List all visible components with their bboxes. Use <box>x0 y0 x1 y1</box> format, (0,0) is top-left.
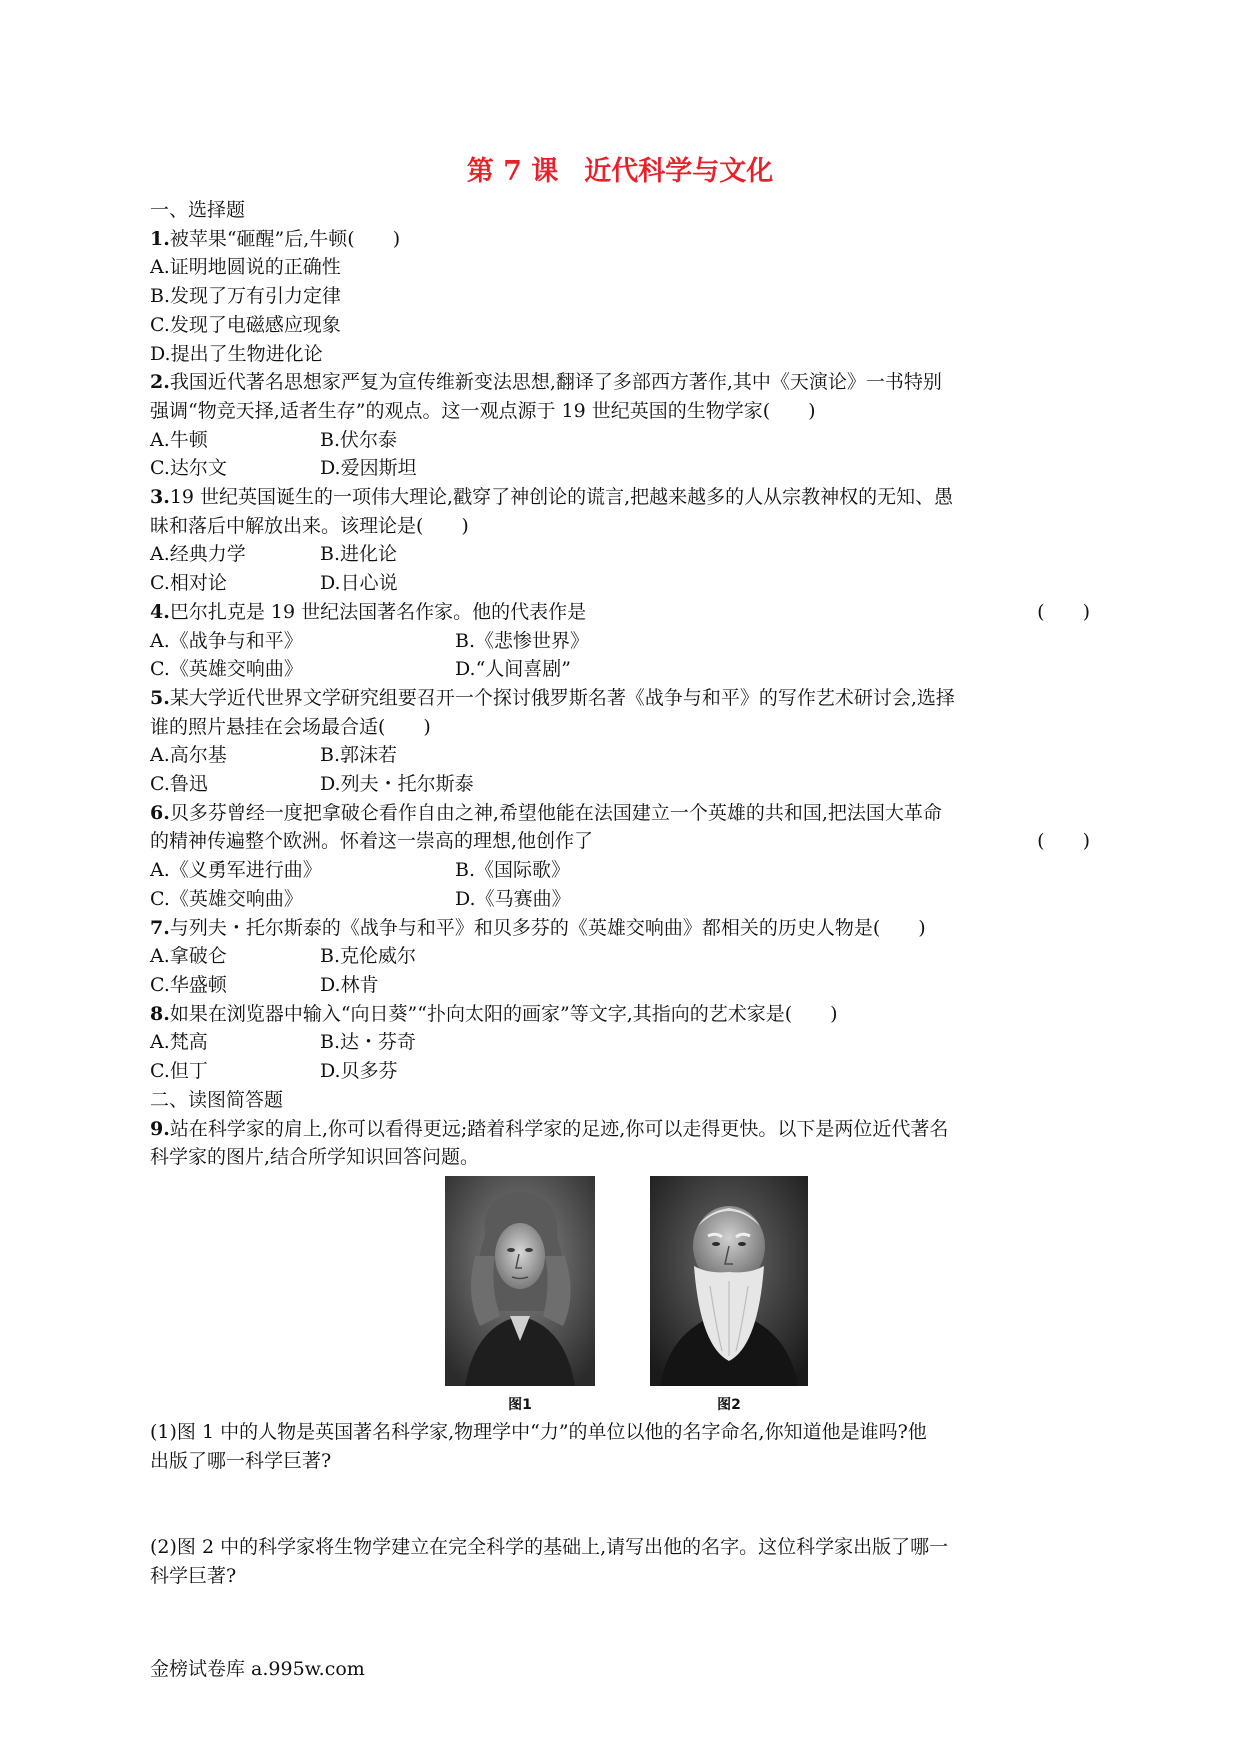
option-c: C.《英雄交响曲》 <box>150 887 303 910</box>
figure-2 <box>650 1176 808 1386</box>
question-text: 如果在浏览器中输入“向日葵”“扑向太阳的画家”等文字,其指向的艺术家是( ) <box>169 1002 838 1025</box>
option-c: C.发现了电磁感应现象 <box>150 313 341 336</box>
answer-parentheses: ( ) <box>1037 600 1090 623</box>
question-7 <box>150 914 1090 1000</box>
page-title <box>150 150 1090 194</box>
option-b: B.达・芬奇 <box>320 1031 417 1054</box>
section-heading-reading: 二、读图简答题 <box>150 1088 284 1111</box>
option-d: D.林肯 <box>320 973 379 996</box>
option-d: D.日心说 <box>320 572 398 595</box>
question-6 <box>150 799 1090 914</box>
option-c: C.鲁迅 <box>150 773 208 796</box>
question-text: 站在科学家的肩上,你可以看得更远;踏着科学家的足迹,你可以走得更快。以下是两位近代著名 <box>169 1117 949 1140</box>
option-c: C.相对论 <box>150 572 227 595</box>
question-8 <box>150 1000 1090 1086</box>
option-d: D.“人间喜剧” <box>455 658 572 681</box>
option-a: A.拿破仑 <box>150 945 227 968</box>
question-number: 8. <box>150 1002 170 1025</box>
option-a: A.经典力学 <box>150 543 246 566</box>
question-text-cont: 昧和落后中解放出来。该理论是( ) <box>150 514 469 537</box>
question-number: 2. <box>150 371 170 394</box>
figure-1-caption: 图1 <box>508 1396 532 1413</box>
question-5 <box>150 684 1090 799</box>
option-b: B.克伦威尔 <box>320 945 417 968</box>
question-9 <box>150 1115 1090 1591</box>
figure-1 <box>445 1176 595 1386</box>
question-number: 3. <box>150 486 170 509</box>
option-a: A.牛顿 <box>150 428 208 451</box>
subquestion-1-line-1: (1)图 1 中的人物是英国著名科学家,物理学中“力”的单位以他的名字命名,你知道他是谁吗?他 <box>150 1420 927 1443</box>
question-number: 9. <box>150 1117 170 1140</box>
option-a: A.高尔基 <box>150 744 227 767</box>
question-text: 与列夫・托尔斯泰的《战争与和平》和贝多芬的《英雄交响曲》都相关的历史人物是( ) <box>169 916 926 939</box>
question-1 <box>150 225 1090 369</box>
question-text: 贝多芬曾经一度把拿破仑看作自由之神,希望他能在法国建立一个英雄的共和国,把法国大革命 <box>169 801 942 824</box>
question-number: 4. <box>150 600 170 623</box>
question-4 <box>150 598 1090 684</box>
question-text: 巴尔扎克是 19 世纪法国著名作家。他的代表作是 <box>169 600 587 623</box>
question-number: 5. <box>150 686 170 709</box>
option-d: D.爱因斯坦 <box>320 457 417 480</box>
section-heading-choice: 一、选择题 <box>150 199 246 221</box>
option-d: D.贝多芬 <box>320 1060 398 1083</box>
subquestion-2 <box>150 1533 1090 1590</box>
question-text: 被苹果“砸醒”后,牛顿( ) <box>169 227 401 250</box>
question-text-cont: 谁的照片悬挂在会场最合适( ) <box>150 715 431 738</box>
option-b: B.发现了万有引力定律 <box>150 285 342 308</box>
option-d: D.《马赛曲》 <box>455 887 571 910</box>
option-c: C.《英雄交响曲》 <box>150 658 303 681</box>
subquestion-2-line-2: 科学巨著? <box>150 1565 237 1588</box>
question-text-cont: 的精神传遍整个欧洲。怀着这一崇高的理想,他创作了 <box>150 830 594 853</box>
option-b: B.郭沫若 <box>320 744 398 767</box>
question-number: 1. <box>150 227 170 250</box>
option-d: D.列夫・托尔斯泰 <box>320 773 474 796</box>
option-b: B.《悲惨世界》 <box>455 629 590 652</box>
question-number: 6. <box>150 801 170 824</box>
question-2 <box>150 368 1090 483</box>
option-a: A.《战争与和平》 <box>150 629 303 652</box>
question-text: 19 世纪英国诞生的一项伟大理论,戳穿了神创论的谎言,把越来越多的人从宗教神权的无知、愚 <box>169 486 954 509</box>
option-b: B.《国际歌》 <box>455 859 571 882</box>
document-page <box>150 150 1090 1591</box>
option-a: A.证明地圆说的正确性 <box>150 256 341 279</box>
option-d: D.提出了生物进化论 <box>150 342 323 365</box>
option-b: B.进化论 <box>320 543 398 566</box>
question-3 <box>150 483 1090 598</box>
question-text-cont: 强调“物竞天择,适者生存”的观点。这一观点源于 19 世纪英国的生物学家( ) <box>150 399 816 422</box>
subquestion-1-line-2: 出版了哪一科学巨著? <box>150 1449 332 1472</box>
option-a: A.《义勇军进行曲》 <box>150 859 322 882</box>
figure-2-caption: 图2 <box>717 1396 741 1413</box>
question-text-cont: 科学家的图片,结合所学知识回答问题。 <box>150 1146 480 1169</box>
portrait-image-2 <box>650 1176 808 1386</box>
lesson-number: 第 7 课 <box>466 156 559 187</box>
lesson-name: 近代科学与文化 <box>584 156 774 187</box>
subquestion-1 <box>150 1418 1090 1475</box>
question-text: 某大学近代世界文学研究组要召开一个探讨俄罗斯名著《战争与和平》的写作艺术研讨会,选择 <box>169 686 955 709</box>
subquestion-2-line-1: (2)图 2 中的科学家将生物学建立在完全科学的基础上,请写出他的名字。这位科学家出版了哪一 <box>150 1536 949 1559</box>
option-c: C.但丁 <box>150 1060 208 1083</box>
answer-parentheses: ( ) <box>1037 830 1090 853</box>
question-text: 我国近代著名思想家严复为宣传维新变法思想,翻译了多部西方著作,其中《天演论》一书特别 <box>169 371 942 394</box>
option-b: B.伏尔泰 <box>320 428 398 451</box>
figures <box>150 1176 1090 1413</box>
option-c: C.达尔文 <box>150 457 227 480</box>
option-c: C.华盛顿 <box>150 973 227 996</box>
portrait-image-1 <box>445 1176 595 1386</box>
footer-watermark: 金榜试卷库 a.995w.com <box>150 1658 365 1680</box>
option-a: A.梵高 <box>150 1031 208 1054</box>
question-number: 7. <box>150 916 170 939</box>
